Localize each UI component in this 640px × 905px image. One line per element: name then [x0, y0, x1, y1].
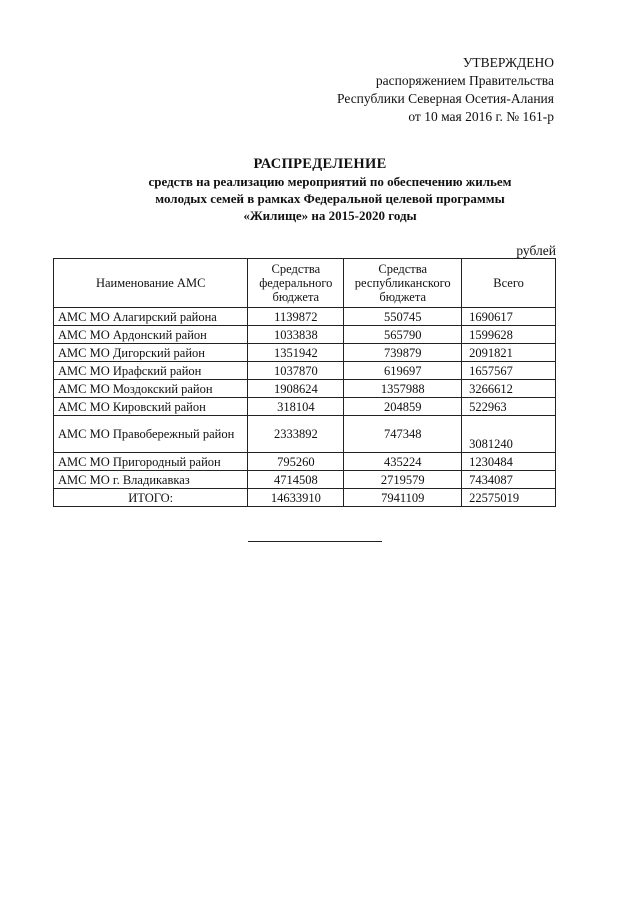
itogo-row: [54, 489, 556, 507]
document-heading: [0, 156, 640, 224]
row-federal: 318104: [248, 398, 344, 416]
header-republic: Средства республиканского бюджета: [344, 259, 462, 308]
row-total: 1230484: [462, 453, 556, 471]
approval-title: УТВЕРЖДЕНО: [462, 55, 554, 70]
itogo-republic: 7941109: [344, 489, 462, 507]
table-row: [54, 362, 556, 380]
table-row: [54, 416, 556, 453]
row-republic: 739879: [344, 344, 462, 362]
row-total: 1599628: [462, 326, 556, 344]
row-total: 3081240: [462, 416, 556, 453]
subtitle-line-1: средств на реализацию мероприятий по обеспечению жильем: [148, 174, 512, 189]
closing-rule: [248, 541, 382, 542]
row-total: 3266612: [462, 380, 556, 398]
itogo-total: 22575019: [462, 489, 556, 507]
approval-date-number: от 10 мая 2016 г. № 161-р: [408, 109, 554, 124]
table-row: [54, 326, 556, 344]
table-row: [54, 471, 556, 489]
row-federal: 1139872: [248, 308, 344, 326]
distribution-table: [53, 258, 556, 507]
row-total: 7434087: [462, 471, 556, 489]
row-name: АМС МО Ардонский район: [54, 326, 248, 344]
row-total: 1657567: [462, 362, 556, 380]
row-federal: 1351942: [248, 344, 344, 362]
subtitle-line-3: «Жилище» на 2015-2020 годы: [243, 208, 417, 223]
row-name: АМС МО г. Владикавказ: [54, 471, 248, 489]
row-republic: 435224: [344, 453, 462, 471]
row-republic: 2719579: [344, 471, 462, 489]
table-row: [54, 453, 556, 471]
row-name: АМС МО Кировский район: [54, 398, 248, 416]
row-republic: 565790: [344, 326, 462, 344]
document-title: РАСПРЕДЕЛЕНИЕ: [253, 156, 387, 172]
header-total: Всего: [462, 259, 556, 308]
table-header-row: [54, 259, 556, 308]
row-federal: 1037870: [248, 362, 344, 380]
row-republic: 619697: [344, 362, 462, 380]
row-name: АМС МО Ирафский район: [54, 362, 248, 380]
approval-government: Республики Северная Осетия-Алания: [337, 91, 554, 106]
units-label: рублей: [516, 243, 556, 258]
row-federal: 4714508: [248, 471, 344, 489]
approval-decree: распоряжением Правительства: [375, 73, 554, 88]
header-federal: Средства федерального бюджета: [248, 259, 344, 308]
row-republic: 1357988: [344, 380, 462, 398]
table-row: [54, 380, 556, 398]
table-row: [54, 344, 556, 362]
approval-block: [337, 54, 554, 126]
row-republic: 747348: [344, 416, 462, 453]
document-subtitle: [0, 173, 640, 224]
row-federal: 1908624: [248, 380, 344, 398]
row-federal: 795260: [248, 453, 344, 471]
itogo-label: ИТОГО:: [54, 489, 248, 507]
row-name: АМС МО Правобережный район: [54, 416, 248, 453]
table-row: [54, 398, 556, 416]
row-republic: 550745: [344, 308, 462, 326]
row-name: АМС МО Пригородный район: [54, 453, 248, 471]
row-federal: 2333892: [248, 416, 344, 453]
subtitle-line-2: молодых семей в рамках Федеральной целевой программы: [155, 191, 505, 206]
table-row: [54, 308, 556, 326]
row-name: АМС МО Дигорский район: [54, 344, 248, 362]
row-total: 1690617: [462, 308, 556, 326]
row-name: АМС МО Алагирский района: [54, 308, 248, 326]
itogo-federal: 14633910: [248, 489, 344, 507]
header-name: Наименование АМС: [54, 259, 248, 308]
row-federal: 1033838: [248, 326, 344, 344]
row-total: 522963: [462, 398, 556, 416]
row-name: АМС МО Моздокский район: [54, 380, 248, 398]
row-total: 2091821: [462, 344, 556, 362]
row-republic: 204859: [344, 398, 462, 416]
